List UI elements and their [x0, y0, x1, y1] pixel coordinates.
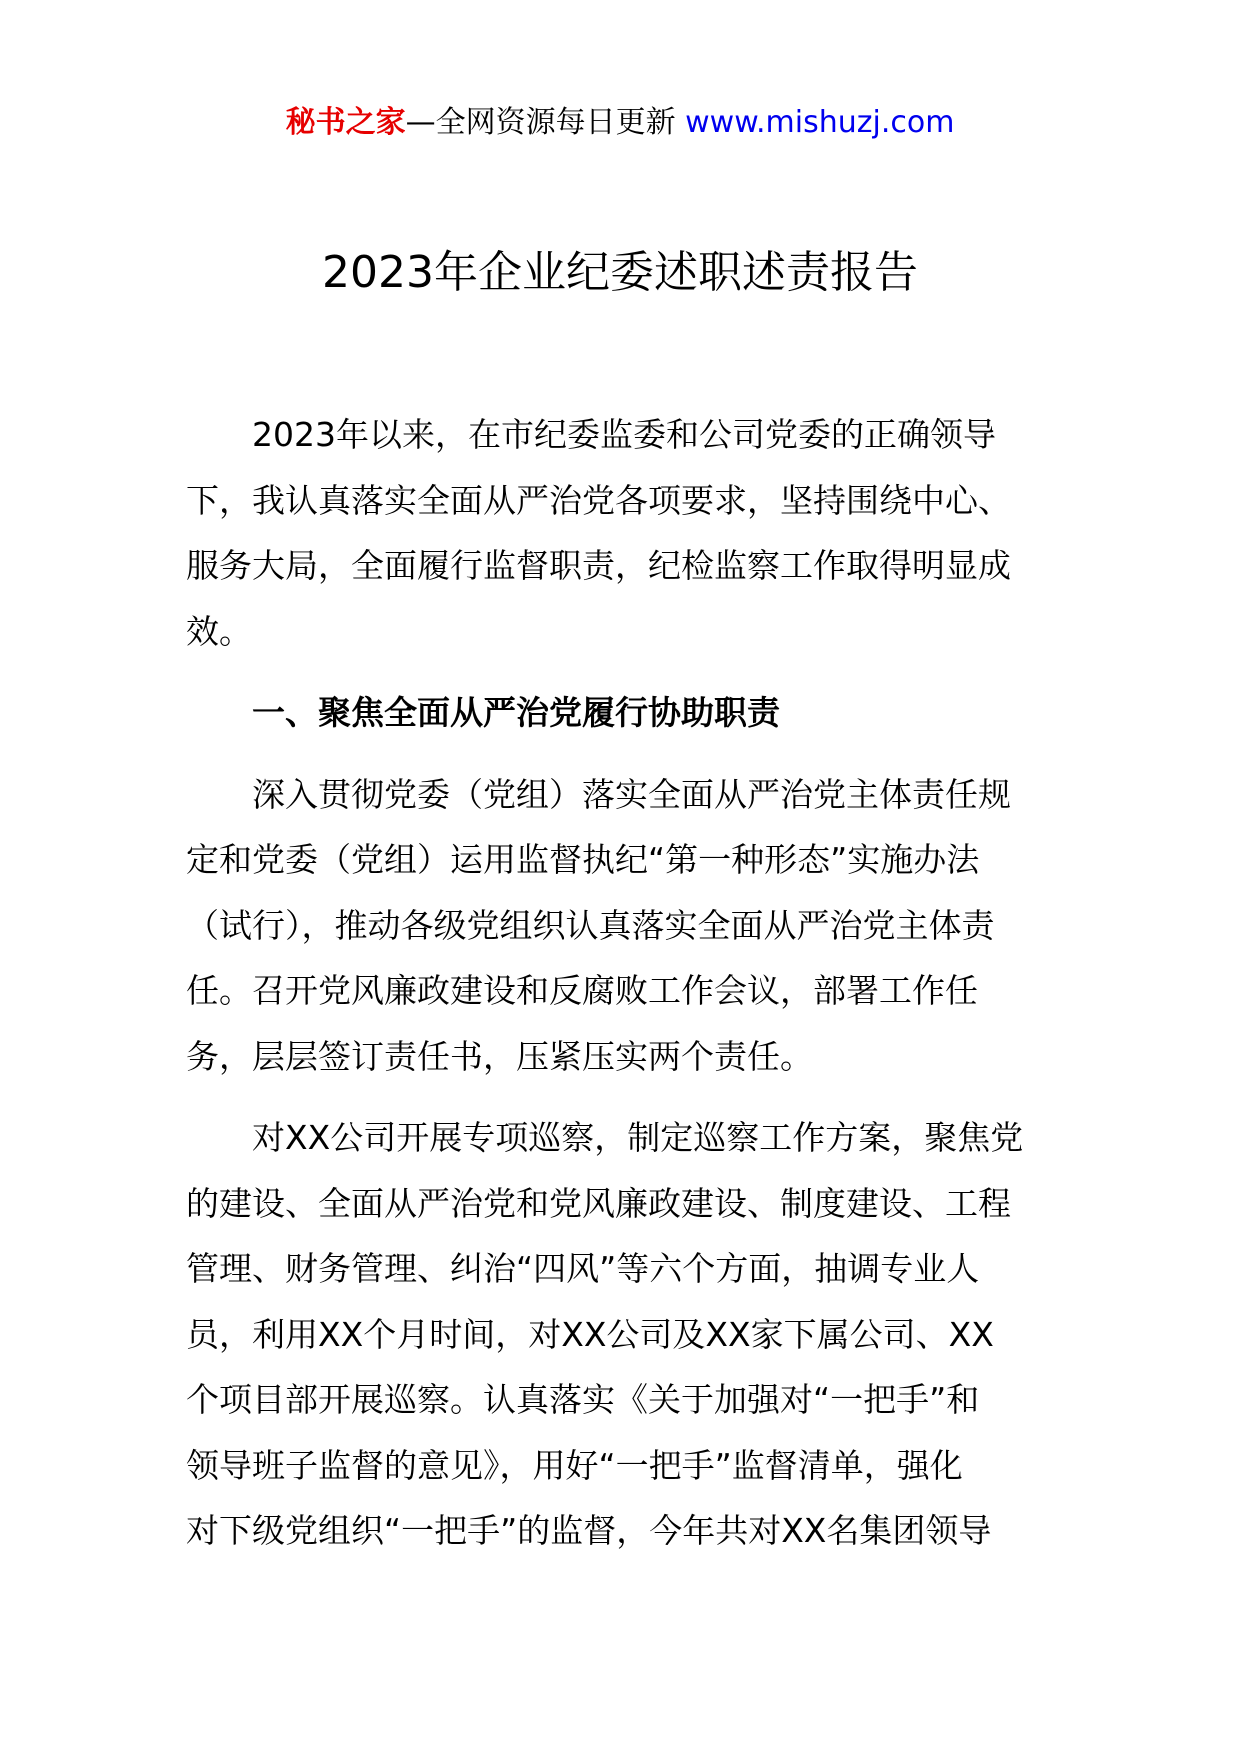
site-header — [0, 103, 1240, 143]
section-heading: 一、聚焦全面从严治党履行协助职责 — [252, 693, 780, 732]
header-tagline: —全网资源每日更新 — [405, 105, 676, 140]
paragraph-line: 员，利用XX个月时间，对XX公司及XX家下属公司、XX — [186, 1314, 994, 1354]
paragraph-line: 深入贯彻党委（党组）落实全面从严治党主体责任规 — [252, 774, 1011, 814]
section-paragraph — [186, 762, 1056, 1090]
intro-paragraph — [186, 402, 1056, 664]
paragraph-line: 的建设、全面从严治党和党风廉政建设、制度建设、工程 — [186, 1183, 1011, 1223]
paragraph-line: 务，层层签订责任书，压紧压实两个责任。 — [186, 1036, 813, 1076]
paragraph-line: 对下级党组织“一把手”的监督，今年共对XX名集团领导 — [186, 1511, 992, 1550]
paragraph-line: 定和党委（党组）运用监督执纪“第一种形态”实施办法 — [186, 840, 980, 879]
paragraph-line: 效。 — [186, 611, 252, 651]
paragraph-line: （试行），推动各级党组织认真落实全面从严治党主体责 — [186, 905, 995, 945]
paragraph-line: 对XX公司开展专项巡察，制定巡察工作方案，聚焦党 — [252, 1118, 1024, 1157]
document-title: 2023年企业纪委述职述责报告 — [322, 247, 918, 298]
paragraph-line: 领导班子监督的意见》，用好“一把手”监督清单，强化 — [186, 1445, 963, 1485]
paragraph-line: 下，我认真落实全面从严治党各项要求，坚持围绕中心、 — [186, 480, 1011, 520]
section-paragraph — [186, 1105, 1056, 1564]
brand-name: 秘书之家 — [285, 105, 406, 140]
paragraph-line: 个项目部开展巡察。认真落实《关于加强对“一把手”和 — [186, 1380, 980, 1419]
site-url-link[interactable]: www.mishuzj.com — [685, 105, 955, 140]
paragraph-line: 任。召开党风廉政建设和反腐败工作会议，部署工作任 — [186, 971, 978, 1010]
document-body — [186, 402, 1056, 1564]
paragraph-line: 2023年以来，在市纪委监委和公司党委的正确领导 — [252, 415, 996, 454]
paragraph-line: 管理、财务管理、纠治“四风”等六个方面，抽调专业人 — [186, 1249, 980, 1288]
paragraph-line: 服务大局，全面履行监督职责，纪检监察工作取得明显成 — [186, 546, 1011, 585]
